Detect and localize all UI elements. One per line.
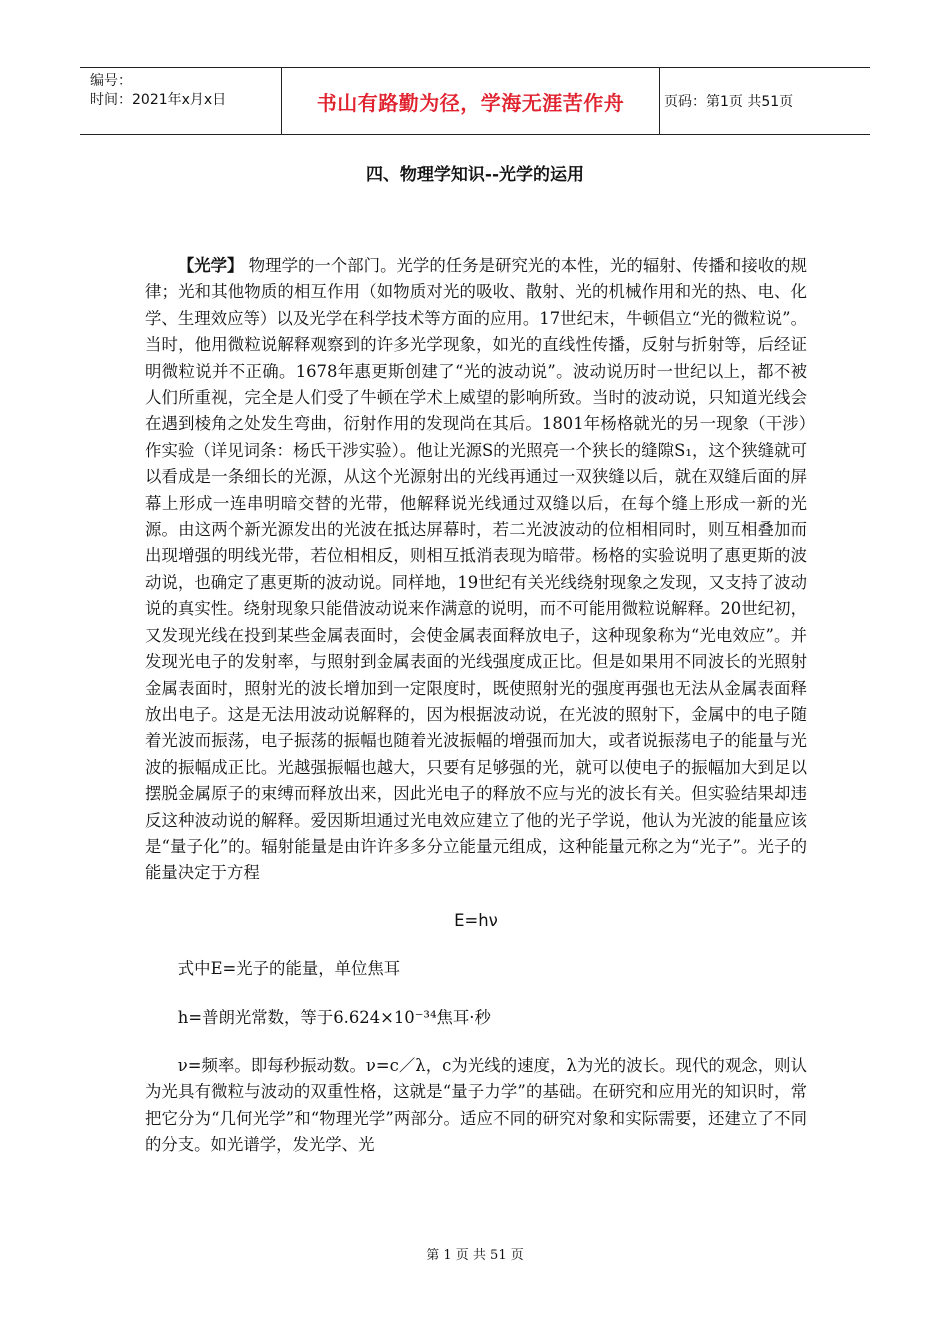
motto: 书山有路勤为径，学海无涯苦作舟 <box>316 90 625 115</box>
definition-e: 式中E=光子的能量，单位焦耳 <box>177 959 401 979</box>
number-label: 编号： <box>90 73 132 89</box>
definition-h: h=普朗光常数，等于6.624×10⁻³⁴焦耳·秒 <box>177 1007 491 1027</box>
main-paragraph <box>145 253 807 887</box>
document-body <box>145 253 807 1159</box>
header-table <box>80 67 870 135</box>
time-label: 时间：2021年x月x日 <box>90 92 227 108</box>
header-motto-cell <box>282 68 660 134</box>
main-text: 物理学的一个部门。光学的任务是研究光的本性，光的辐射、传播和接收的规律；光和其他物质的相互作用（如物质对光的吸收、散射、光的机械作用和光的热、电、化学、生理效应等）以及光学在科学技术等方面的应用。17世纪末，牛顿倡立“光的微粒说”。当时，他用微粒说解释观察到的许多光学现象，如光的直线性传播，反射与折射等，后经证明微粒说并不正确。1678年惠更斯创建了“光的波动说”。波动说历时一世纪以上，都不被人们所重视，完全是人们受了牛顿在学术上威望的影响所致。当时的波动说，只知道光线会在遇到棱角之处发生弯曲，衍射作用的发现尚在其后。1801年杨格就光的另一现象（干涉）作实验（详见词条：杨氏干涉实验）。他让光源S的光照亮一个狭长的缝隙S₁，这个狭缝就可以看成是一条细长的光源，从这个光源射出的光线再通过一双狭缝以后，就在双缝后面的屏幕上形成一连串明暗交替的光带，他解释说光线通过双缝以后，在每个缝上形成一新的光源。由这两个新光源发出的光波在抵达屏幕时，若二光波波动的位相相同时，则互相叠加而出现增强的明线光带，若位相相反，则相互抵消表现为暗带。杨格的实验说明了惠更斯的波动说，也确定了惠更斯的波动说。同样地，19世纪有关光线绕射现象之发现，又支持了波动说的真实性。绕射现象只能借波动说来作满意的说明，而不可能用微粒说解释。20世纪初，又发现光线在投到某些金属表面时，会使金属表面释放电子，这种现象称为“光电效应”。并发现光电子的发射率，与照射到金属表面的光线强度成正比。但是如果用不同波长的光照射金属表面时，照射光的波长增加到一定限度时，既使照射光的强度再强也无法从金属表面释放出电子。这是无法用波动说解释的，因为根据波动说，在光波的照射下，金属中的电子随着光波而振荡，电子振荡的振幅也随着光波振幅的增强而加大，或者说振荡电子的能量与光波的振幅成正比。光越强振幅也越大，只要有足够强的光，就可以使电子的振幅加大到足以摆脱金属原子的束缚而释放出来，因此光电子的释放不应与光的波长有关。但实验结果却违反这种波动说的解释。爱因斯坦通过光电效应建立了他的光子学说，他认为光波的能量应该是“量子化”的。辐射能量是由许许多多分立能量元组成，这种能量元称之为“光子”。光子的能量决定于方程 <box>145 256 807 883</box>
document-title: 四、物理学知识--光学的运用 <box>365 165 585 185</box>
header-page-cell <box>660 68 870 134</box>
page-info: 页码：第1页 共51页 <box>664 94 794 110</box>
definition-v: ν=频率。即每秒振动数。ν=c／λ，c为光线的速度，λ为光的波长。现代的观念，则认为光具有微粒与波动的双重性格，这就是“量子力学”的基础。在研究和应用光的知识时，常把它分为“几何光学”和“物理光学”两部分。适应不同的研究对象和实际需要，还建立了不同的分支。如光谱学，发光学、光 <box>145 1055 807 1155</box>
formula: E=hν <box>454 910 498 930</box>
term-label: 【光学】 <box>177 256 244 275</box>
header-meta-cell <box>80 68 282 134</box>
page-footer: 第 1 页 共 51 页 <box>426 1248 524 1263</box>
